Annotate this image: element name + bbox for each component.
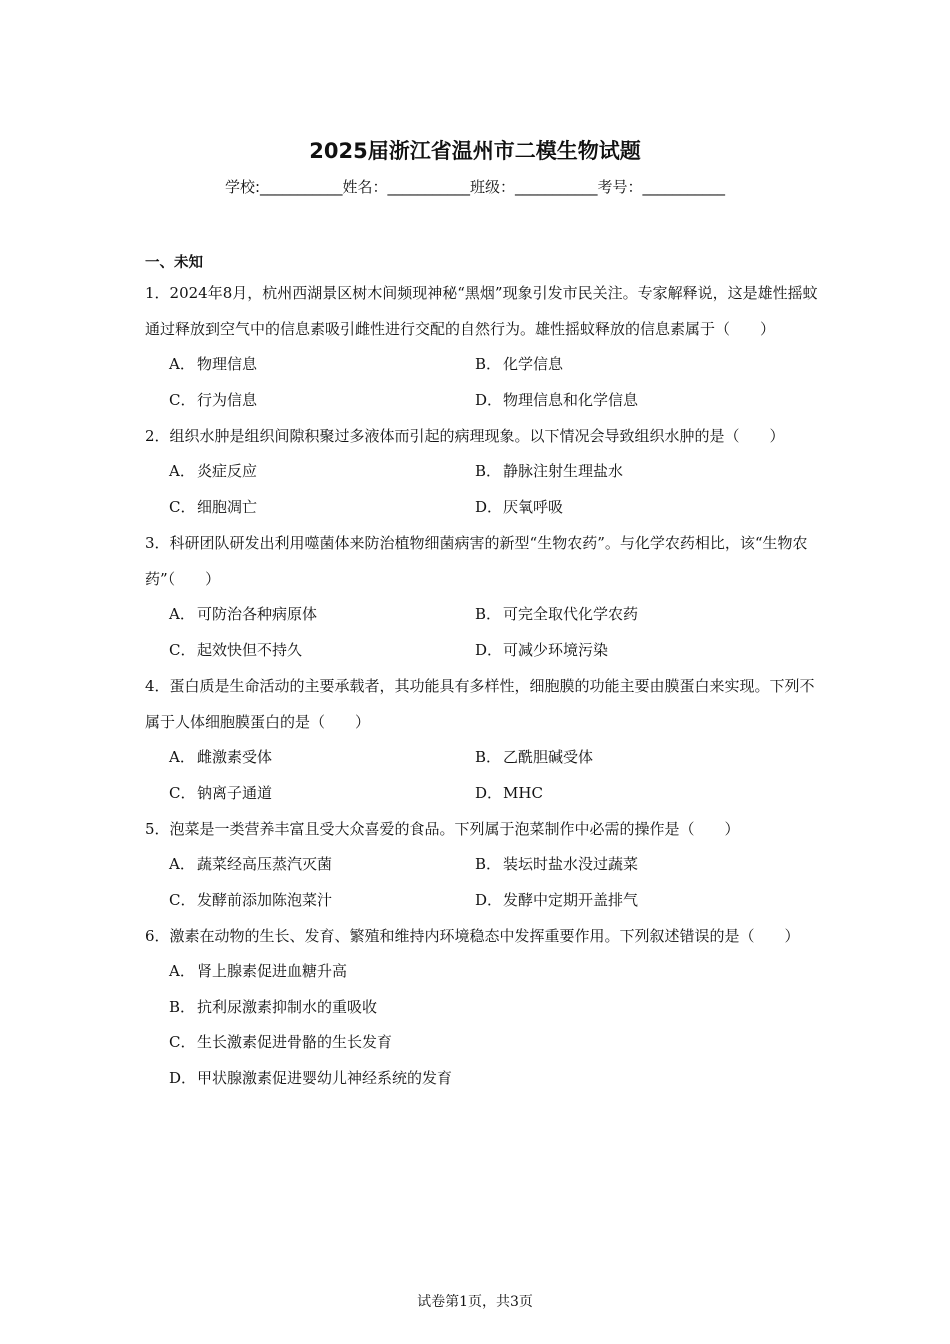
option-text: 乙酰胆碱受体 bbox=[503, 748, 594, 766]
option-text: 物理信息和化学信息 bbox=[503, 390, 639, 409]
option-text: 细胞凋亡 bbox=[197, 497, 258, 516]
student-info-line bbox=[0, 175, 950, 199]
question-3 bbox=[145, 525, 825, 668]
options-grid bbox=[169, 597, 825, 668]
option-a bbox=[169, 597, 475, 633]
option-letter: D． bbox=[475, 640, 503, 659]
option-letter: A． bbox=[169, 748, 195, 766]
page-footer: 试卷第1页，共3页 bbox=[417, 1294, 533, 1310]
question-stem: 3．科研团队研发出利用噬菌体来防治植物细菌病害的新型“生物农药”。与化学农药相比，该“生物农药”（ ） bbox=[145, 534, 808, 588]
option-text: 肾上腺素促进血糖升高 bbox=[197, 962, 348, 980]
option-letter: C． bbox=[169, 890, 196, 909]
options-grid bbox=[169, 347, 825, 418]
option-d bbox=[475, 490, 781, 526]
option-text: 钠离子通道 bbox=[197, 783, 273, 802]
exam-number-field: 考号：___________ bbox=[597, 178, 726, 196]
option-text: 化学信息 bbox=[503, 355, 564, 373]
option-letter: D． bbox=[475, 497, 503, 516]
option-letter: B． bbox=[169, 997, 196, 1016]
option-c bbox=[169, 883, 475, 919]
option-letter: B． bbox=[475, 462, 502, 480]
option-a bbox=[169, 740, 475, 776]
option-letter: B． bbox=[475, 605, 502, 623]
option-b bbox=[475, 347, 781, 383]
option-d bbox=[475, 883, 781, 919]
option-letter: A． bbox=[169, 962, 195, 980]
option-text: 装坛时盐水没过蔬菜 bbox=[503, 855, 639, 873]
option-a bbox=[169, 347, 475, 383]
option-letter: B． bbox=[475, 855, 502, 873]
option-letter: A． bbox=[169, 605, 195, 623]
option-letter: C． bbox=[169, 1033, 196, 1051]
question-4 bbox=[145, 668, 825, 811]
option-b bbox=[475, 597, 781, 633]
option-letter: D． bbox=[475, 890, 503, 909]
option-letter: B． bbox=[475, 748, 502, 766]
option-text: 炎症反应 bbox=[197, 462, 258, 480]
question-2 bbox=[145, 418, 825, 525]
option-text: 行为信息 bbox=[197, 390, 258, 409]
option-c bbox=[169, 383, 475, 419]
option-d bbox=[169, 1061, 825, 1097]
question-stem: 6．激素在动物的生长、发育、繁殖和维持内环境稳态中发挥重要作用。下列叙述错误的是（ ） bbox=[145, 927, 800, 945]
page-title: 2025届浙江省温州市二模生物试题 bbox=[309, 139, 641, 163]
option-b bbox=[475, 454, 781, 490]
options-grid bbox=[169, 454, 825, 525]
option-text: MHC bbox=[503, 783, 543, 802]
question-section bbox=[145, 251, 825, 1096]
option-letter: C． bbox=[169, 390, 196, 409]
option-letter: A． bbox=[169, 855, 195, 873]
option-letter: A． bbox=[169, 462, 195, 480]
option-text: 可减少环境污染 bbox=[503, 640, 609, 659]
question-1 bbox=[145, 275, 825, 418]
options-grid bbox=[169, 740, 825, 811]
option-b bbox=[475, 740, 781, 776]
options-list bbox=[169, 954, 825, 1096]
option-text: 甲状腺激素促进婴幼儿神经系统的发育 bbox=[197, 1068, 453, 1087]
option-letter: C． bbox=[169, 783, 196, 802]
question-5 bbox=[145, 811, 825, 918]
question-stem: 1．2024年8月，杭州西湖景区树木间频现神秘“黑烟”现象引发市民关注。专家解释说，这是雄性摇蚊通过释放到空气中的信息素吸引雌性进行交配的自然行为。雄性摇蚊释放的信息素属于（ ） bbox=[145, 284, 818, 338]
option-text: 可防治各种病原体 bbox=[197, 605, 318, 623]
option-text: 起效快但不持久 bbox=[197, 640, 303, 659]
option-letter: D． bbox=[169, 1068, 197, 1087]
option-letter: C． bbox=[169, 497, 196, 516]
option-b bbox=[475, 847, 781, 883]
option-text: 雌激素受体 bbox=[197, 748, 273, 766]
option-letter: D． bbox=[475, 390, 503, 409]
option-text: 可完全取代化学农药 bbox=[503, 605, 639, 623]
option-c bbox=[169, 776, 475, 812]
school-field: 学校:___________ bbox=[224, 178, 343, 196]
option-letter: B． bbox=[475, 355, 502, 373]
option-text: 发酵前添加陈泡菜汁 bbox=[197, 890, 333, 909]
option-c bbox=[169, 633, 475, 669]
option-d bbox=[475, 383, 781, 419]
option-text: 物理信息 bbox=[197, 355, 258, 373]
question-stem: 2．组织水肿是组织间隙积聚过多液体而引起的病理现象。以下情况会导致组织水肿的是（ ） bbox=[145, 427, 785, 445]
option-letter: C． bbox=[169, 640, 196, 659]
option-text: 发酵中定期开盖排气 bbox=[503, 890, 639, 909]
option-text: 生长激素促进骨骼的生长发育 bbox=[197, 1033, 393, 1051]
option-text: 厌氧呼吸 bbox=[503, 497, 564, 516]
class-field: 班级：___________ bbox=[470, 178, 598, 196]
option-letter: A． bbox=[169, 355, 195, 373]
question-stem: 4．蛋白质是生命活动的主要承载者，其功能具有多样性，细胞膜的功能主要由膜蛋白来实现。下列不属于人体细胞膜蛋白的是（ ） bbox=[145, 677, 815, 731]
option-text: 蔬菜经高压蒸汽灭菌 bbox=[197, 855, 333, 873]
option-letter: D． bbox=[475, 783, 503, 802]
option-c bbox=[169, 1025, 825, 1061]
name-field: 姓名：___________ bbox=[342, 178, 471, 196]
option-d bbox=[475, 776, 781, 812]
question-stem: 5．泡菜是一类营养丰富且受大众喜爱的食品。下列属于泡菜制作中必需的操作是（ ） bbox=[145, 820, 740, 838]
option-a bbox=[169, 954, 825, 990]
option-text: 静脉注射生理盐水 bbox=[503, 462, 624, 480]
section-heading: 一、未知 bbox=[145, 255, 203, 271]
option-b bbox=[169, 990, 825, 1026]
option-c bbox=[169, 490, 475, 526]
option-d bbox=[475, 633, 781, 669]
option-a bbox=[169, 454, 475, 490]
option-a bbox=[169, 847, 475, 883]
options-grid bbox=[169, 847, 825, 918]
question-6 bbox=[145, 918, 825, 1096]
option-text: 抗利尿激素抑制水的重吸收 bbox=[197, 997, 378, 1016]
